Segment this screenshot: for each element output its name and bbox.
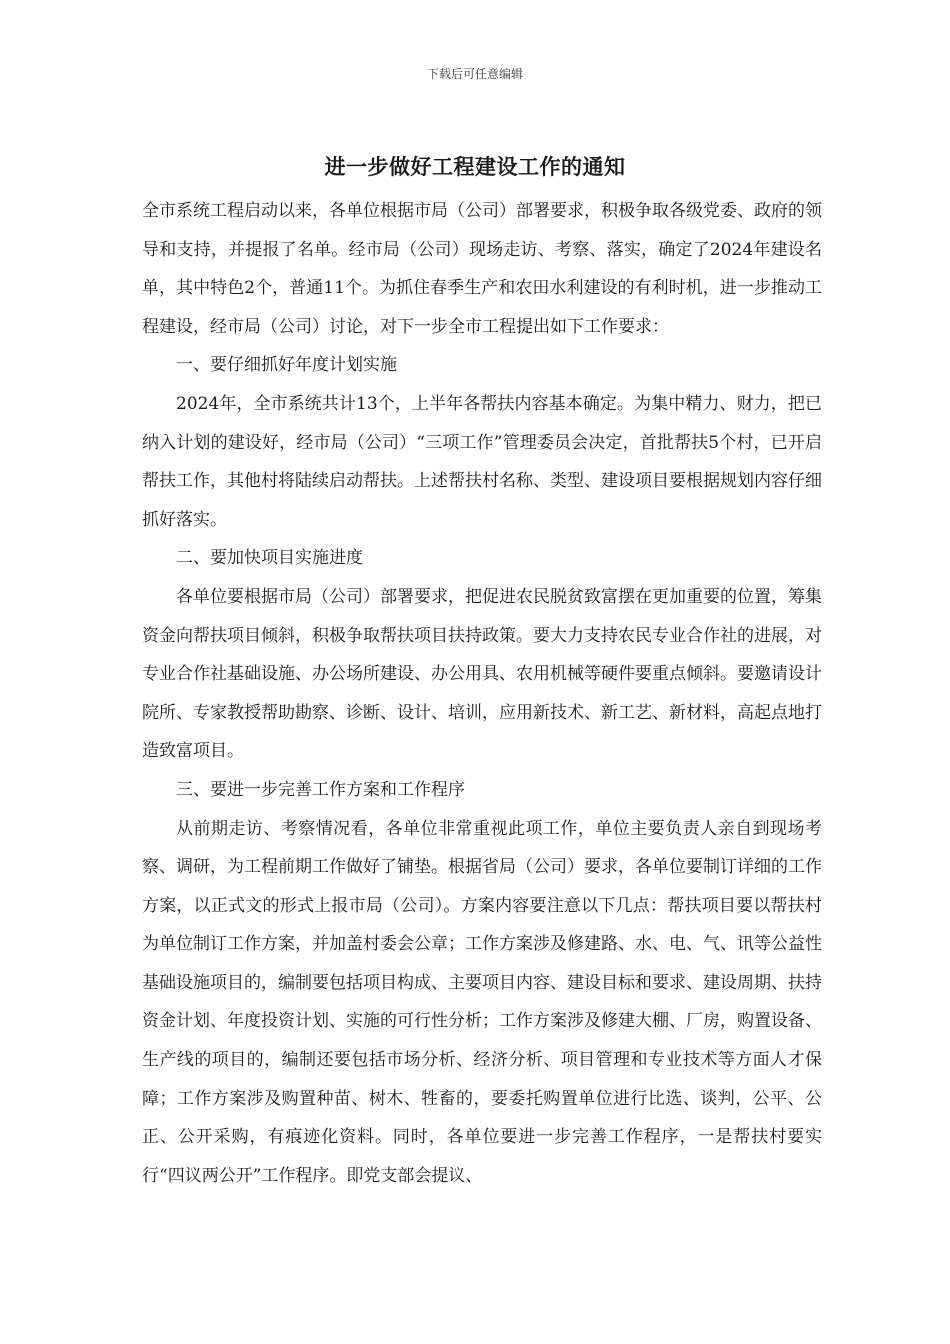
header-note: 下载后可任意编辑 [426, 67, 523, 81]
intro-paragraph: 全市系统工程启动以来，各单位根据市局（公司）部署要求，积极争取各级党委、政府的领导和支持，并提报了名单。经市局（公司）现场走访、考察、落实，确定了2024年建设名单，其中特色2个，普通11个。为抓住春季生产和农田水利建设的有利时机，进一步推动工程建设，经市局（公司）讨论，对下一步全市工程提出如下工作要求： [142, 201, 822, 337]
section-paragraph-1: 2024年，全市系统共计13个，上半年各帮扶内容基本确定。为集中精力、财力，把已纳入计划的建设好，经市局（公司）“三项工作”管理委员会决定，首批帮扶5个村，已开启帮扶工作，其他村将陆续启动帮扶。上述帮扶村名称、类型、建设项目要根据规划内容仔细抓好落实。 [142, 393, 822, 530]
section-heading-1: 一、要仔细抓好年度计划实施 [176, 355, 397, 376]
section-heading-3: 三、要进一步完善工作方案和工作程序 [176, 779, 465, 800]
document-title: 进一步做好工程建设工作的通知 [324, 154, 626, 179]
section-paragraph-2: 各单位要根据市局（公司）部署要求，把促进农民脱贫致富摆在更加重要的位置，筹集资金向帮扶项目倾斜，积极争取帮扶项目扶持政策。要大力支持农民专业合作社的进展，对专业合作社基础设施、办公场所建设、办公用具、农用机械等硬件要重点倾斜。要邀请设计院所、专家教授帮助勘察、诊断、设计、培训，应用新技术、新工艺、新材料，高起点地打造致富项目。 [142, 586, 822, 762]
document-body [142, 192, 822, 1195]
section-heading-2: 二、要加快项目实施进度 [176, 548, 363, 569]
section-paragraph-3: 从前期走访、考察情况看，各单位非常重视此项工作，单位主要负责人亲自到现场考察、调研，为工程前期工作做好了铺垫。根据省局（公司）要求，各单位要制订详细的工作方案，以正式文的形式上报市局（公司）。方案内容要注意以下几点：帮扶项目要以帮扶村为单位制订工作方案，并加盖村委会公章；工作方案涉及修建路、水、电、气、讯等公益性基础设施项目的，编制要包括项目构成、主要项目内容、建设目标和要求、建设周期、扶持资金计划、年度投资计划、实施的可行性分析；工作方案涉及修建大棚、厂房，购置设备、生产线的项目的，编制还要包括市场分析、经济分析、项目管理和专业技术等方面人才保障；工作方案涉及购置种苗、树木、牲畜的，要委托购置单位进行比选、谈判，公平、公正、公开采购，有痕迹化资料。同时，各单位要进一步完善工作程序，一是帮扶村要实行“四议两公开”工作程序。即党支部会提议、 [142, 818, 822, 1186]
